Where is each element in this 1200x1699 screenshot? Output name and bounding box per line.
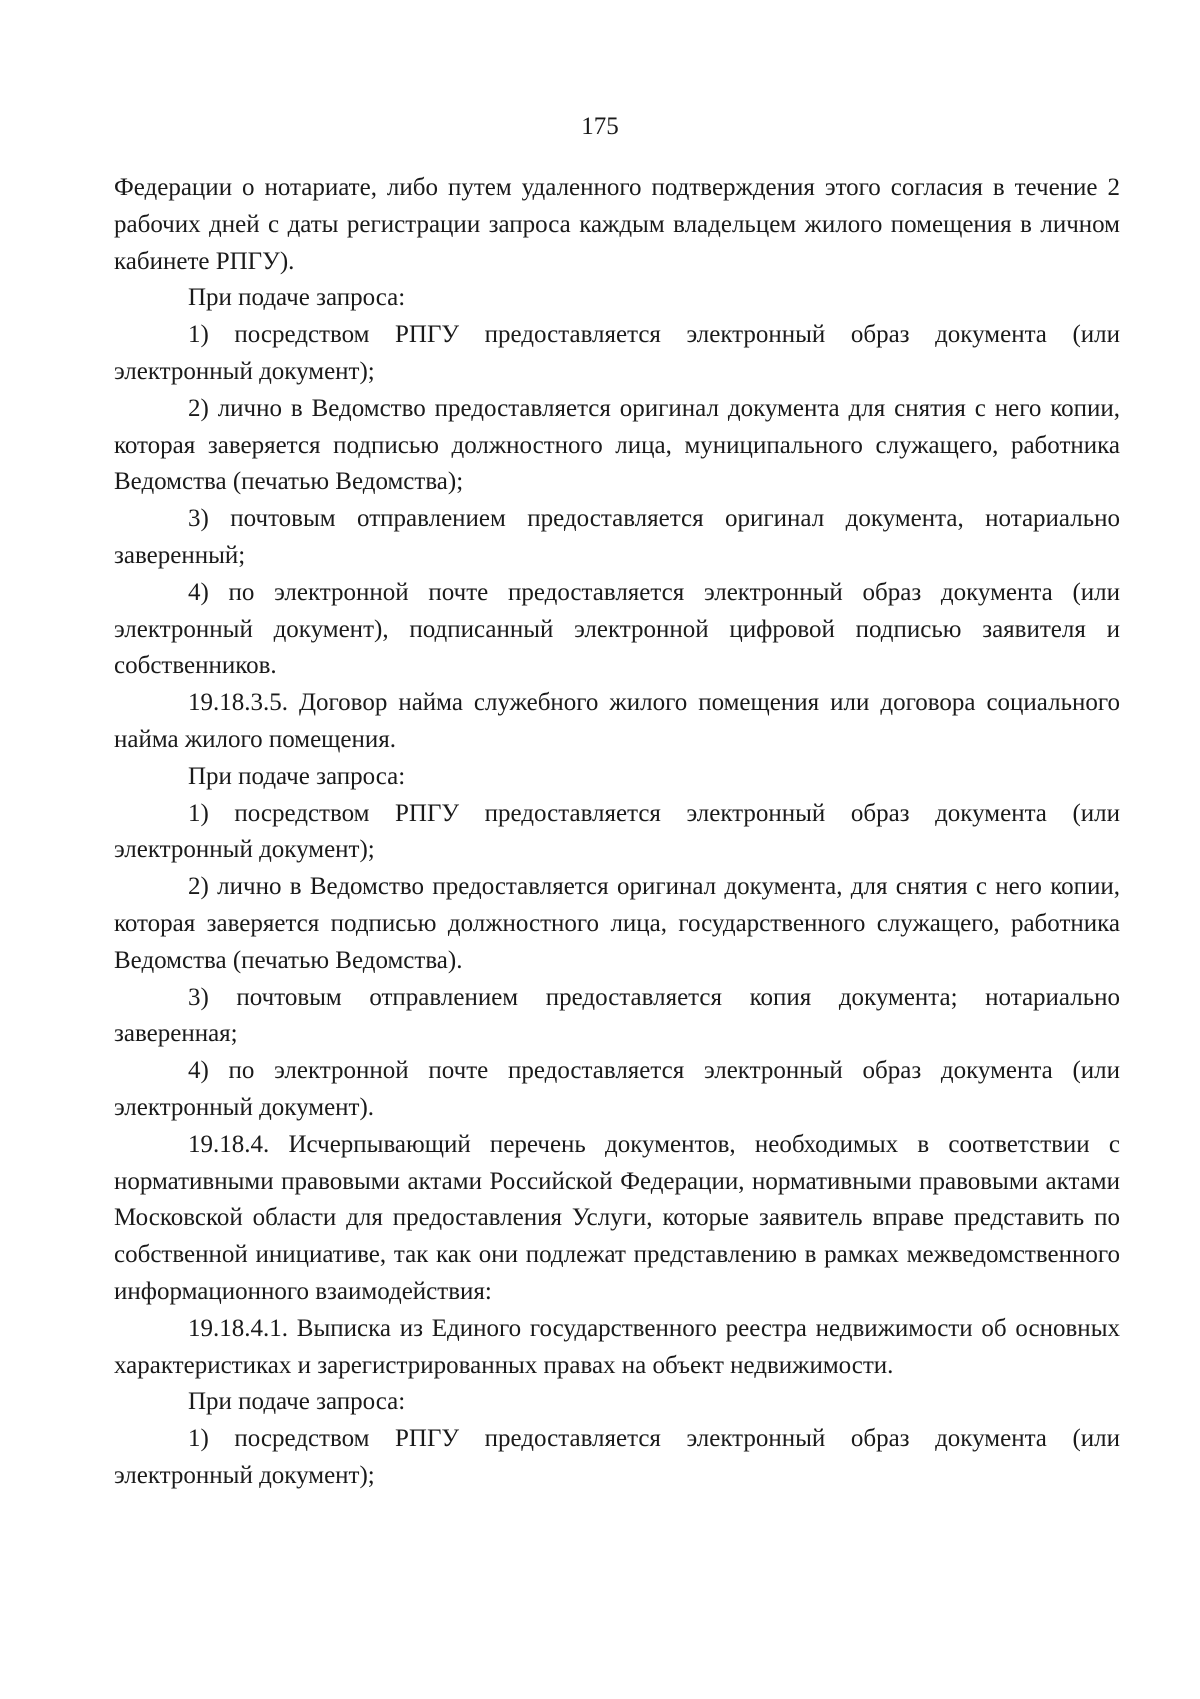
paragraph-list-item: 4) по электронной почте предоставляется электронный образ документа (или электронный документ), подписанный электронной цифровой подписью заявителя и собственников. (114, 578, 1120, 680)
paragraph-list-item: 1) посредством РПГУ предоставляется электронный образ документа (или электронный документ); (114, 321, 1120, 385)
paragraph-list-item: 1) посредством РПГУ предоставляется электронный образ документа (или электронный документ); (114, 799, 1120, 864)
paragraph-list-item: 3) почтовым отправлением предоставляется оригинал документа, нотариально заверенный; (114, 505, 1120, 569)
document-body (114, 170, 1120, 1495)
paragraph-submission-heading: При подаче запроса: (188, 284, 406, 312)
paragraph-list-item: 2) лично в Ведомство предоставляется оригинал документа, для снятия с него копии, которая заверяется подписью должностного лица, государственного служащего, работника Ведомства (печатью Ведомства). (114, 873, 1120, 974)
page-number: 175 (581, 113, 619, 140)
paragraph-list-item: 3) почтовым отправлением предоставляется копия документа; нотариально заверенная; (114, 983, 1120, 1048)
paragraph-list-item: 4) по электронной почте предоставляется электронный образ документа (или электронный документ). (114, 1057, 1120, 1121)
paragraph-section-19-18-4-1: 19.18.4.1. Выписка из Единого государственного реестра недвижимости об основных характеристиках и зарегистрированных правах на объект недвижимости. (114, 1314, 1120, 1379)
paragraph-section-19-18-3-5: 19.18.3.5. Договор найма служебного жилого помещения или договора социального найма жилого помещения. (114, 689, 1120, 753)
paragraph-list-item: 2) лично в Ведомство предоставляется оригинал документа для снятия с него копии, которая заверяется подписью должностного лица, муниципального служащего, работника Ведомства (печатью Ведомства); (114, 394, 1120, 496)
paragraph-submission-heading: При подаче запроса: (188, 762, 406, 790)
paragraph-list-item: 1) посредством РПГУ предоставляется электронный образ документа (или электронный документ); (114, 1425, 1120, 1489)
paragraph-submission-heading: При подаче запроса: (188, 1388, 406, 1416)
paragraph-section-19-18-4: 19.18.4. Исчерпывающий перечень документов, необходимых в соответствии с нормативными правовыми актами Российской Федерации, нормативными правовыми актами Московской области для предоставления Услуги, которые заявитель вправе представить по собственной инициативе, так как они подлежат представлению в рамках межведомственного информационного взаимодействия: (114, 1130, 1120, 1305)
paragraph-continuation: Федерации о нотариате, либо путем удаленного подтверждения этого согласия в течение 2 рабочих дней с даты регистрации запроса каждым владельцем жилого помещения в личном кабинете РПГУ). (114, 174, 1120, 275)
